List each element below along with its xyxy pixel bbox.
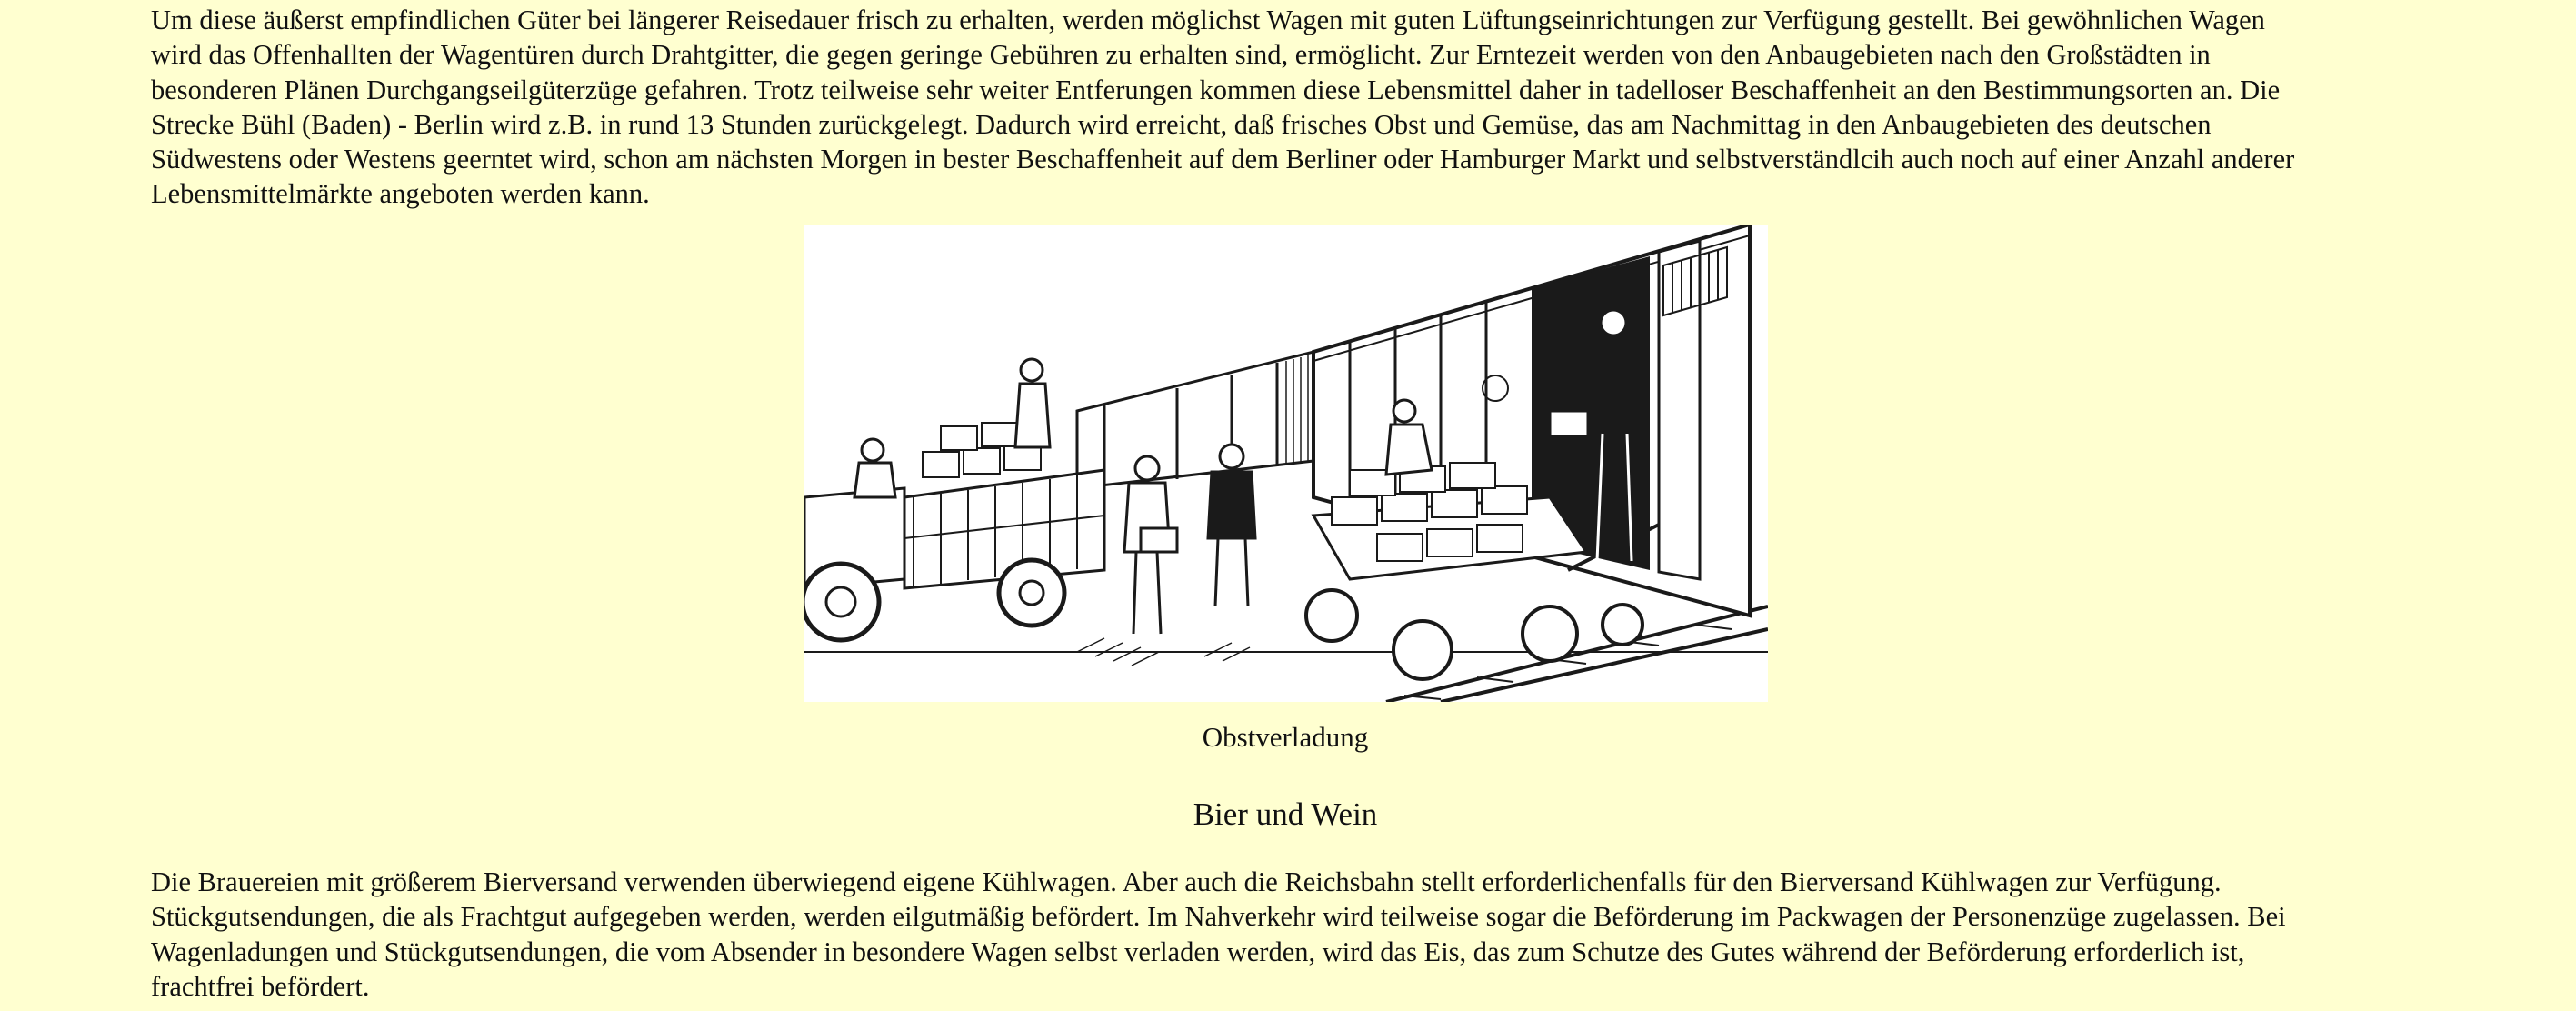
paragraph-line: Südwestens oder Westens geerntet wird, schon am nächsten Morgen in bester Beschaffenheit auf dem Berliner oder Hamburger Markt und selbstverständlcih auch noch auf einer Anzahl anderer bbox=[151, 144, 2295, 175]
paragraph-line: Um diese äußerst empfindlichen Güter bei längerer Reisedauer frisch zu erhalten, werden möglichst Wagen mit guten Lüftungseinrichtungen zur Verfügung gestellt. Bei gewöhnlichen Wagen bbox=[151, 5, 2265, 35]
paragraph-fresh-produce-transport bbox=[151, 3, 2294, 212]
paragraph-line: wird das Offenhallten der Wagentüren durch Drahtgitter, die gegen geringe Gebühren zu erhalten sind, ermöglicht. Zur Erntezeit werden von den Anbaugebieten nach den Großstädten in bbox=[151, 39, 2211, 71]
paragraph-line: Lebensmittelmärkte angeboten werden kann. bbox=[151, 178, 650, 210]
figure-fruit-loading-illustration bbox=[804, 225, 1768, 702]
section-heading: Bier und Wein bbox=[1193, 796, 1378, 832]
paragraph-line: Stückgutsendungen, die als Frachtgut aufgegeben werden, werden eilgutmäßig befördert. Im Nahverkehr wird teilweise sogar die Beförderung im Packwagen der Personenzüge zugelassen. Bei bbox=[151, 901, 2286, 933]
figure-caption: Obstverladung bbox=[1202, 721, 1369, 753]
paragraph-line: Die Brauereien mit größerem Bierversand verwenden überwiegend eigene Kühlwagen. Aber auch die Reichsbahn stellt erforderlichenfalls für den Bierversand Kühlwagen zur Verfügung. bbox=[151, 866, 2222, 897]
paragraph-line: Strecke Bühl (Baden) - Berlin wird z.B. in rund 13 Stunden zurückgelegt. Dadurch wird erreicht, daß frisches Obst und Gemüse, das am Nachmittag in den Anbaugebieten des deutschen bbox=[151, 108, 2212, 140]
paragraph-line: Wagenladungen und Stückgutsendungen, die vom Absender in besondere Wagen selbst verladen werden, wird das Eis, das zum Schutze des Gutes während der Beförderung erforderlich ist, bbox=[151, 936, 2245, 967]
paragraph-beer-transport bbox=[151, 865, 2286, 1004]
paragraph-line: besonderen Plänen Durchgangseilgüterzüge gefahren. Trotz teilweise sehr weiter Entferungen kommen diese Lebensmittel daher in tadelloser Beschaffenheit an den Bestimmungsorten an. Die bbox=[151, 74, 2281, 105]
railway-freight-loading-illustration bbox=[804, 225, 1768, 702]
paragraph-line: frachtfrei befördert. bbox=[151, 970, 370, 1002]
